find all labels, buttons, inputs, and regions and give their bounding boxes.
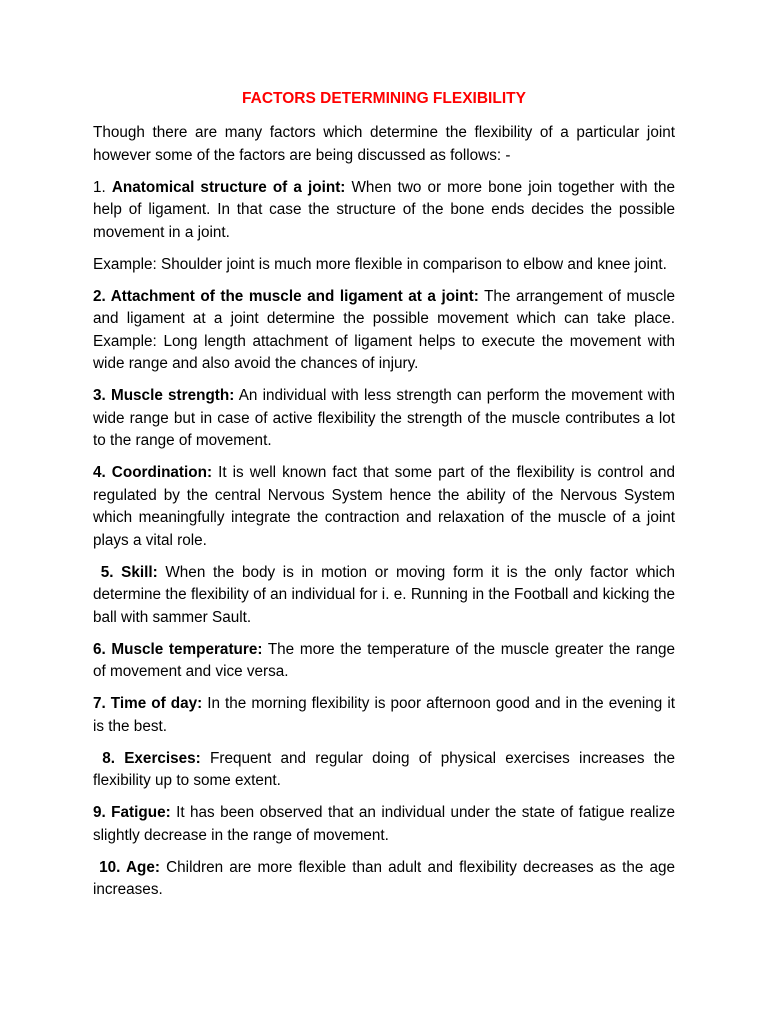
factor-heading: 7. Time of day:: [93, 695, 203, 712]
factor-text: Frequent and regular doing of physical exercises increases the flexibility up to some extent.: [93, 749, 676, 789]
factor-heading: 6. Muscle temperature:: [93, 640, 263, 658]
factor-text: The arrangement of muscle and ligament at a joint determine the possible movement which can take place. Example: Long length attachment of ligament helps to execute the movement with wide range and also avoid the chances of injury.: [93, 287, 675, 372]
factor-text: Example: Shoulder joint is much more flexible in comparison to elbow and knee joint.: [93, 255, 667, 273]
factor-text: In the morning flexibility is poor afternoon good and in the evening it is the best.: [93, 695, 675, 735]
factor-prefix: [93, 750, 102, 767]
factor-paragraph-6: [93, 639, 675, 684]
factor-heading: 9. Fatigue:: [93, 804, 171, 821]
factor-text: An individual with less strength can perform the movement with wide range but in case of active flexibility the strength of the muscle contributes a lot to the range of movement.: [93, 387, 675, 449]
factor-prefix: [93, 564, 101, 581]
factor-paragraph-4: [93, 462, 675, 552]
factor-text: Children are more flexible than adult and flexibility decreases as the age increases.: [93, 858, 675, 898]
factor-heading: Anatomical structure of a joint:: [111, 178, 346, 196]
factor-heading: 5. Skill:: [100, 563, 158, 581]
factor-heading: 2. Attachment of the muscle and ligament at a joint:: [93, 287, 479, 305]
factor-paragraph-7: [93, 693, 675, 738]
factor-text: When the body is in motion or moving form it is the only factor which determine the flexibility of an individual for i. e. Running in the Football and kicking the ball with sammer Sault.: [93, 563, 676, 626]
document-page: [93, 88, 675, 911]
factor-text: It is well known fact that some part of the flexibility is control and regulated by the central Nervous System hence the ability of the Nervous System which meaningfully integrate the contraction and relaxation of the muscle of a joint plays a vital role.: [93, 464, 675, 549]
factor-heading: 4. Coordination:: [93, 464, 213, 481]
example-paragraph: [93, 254, 675, 277]
factor-heading: 8. Exercises:: [102, 749, 201, 767]
factor-paragraph-9: [93, 802, 675, 847]
factor-paragraph-10: [93, 857, 675, 902]
factor-heading: 3. Muscle strength:: [93, 387, 235, 404]
factor-text: When two or more bone join together with the help of ligament. In that case the structure of the bone ends decides the possible movement in a joint.: [93, 178, 676, 241]
intro-paragraph: Though there are many factors which determine the flexibility of a particular joint however some of the factors are being discussed as follows: -: [93, 124, 675, 164]
factor-text: The more the temperature of the muscle greater the range of movement and vice versa.: [93, 640, 675, 680]
factor-paragraph-5: [93, 562, 675, 630]
document-title: FACTORS DETERMINING FLEXIBILITY: [242, 90, 526, 107]
factor-paragraph-1: [93, 177, 675, 245]
factor-prefix: 1.: [93, 178, 112, 196]
factor-text: It has been observed that an individual under the state of fatigue realize slightly decrease in the range of movement.: [93, 804, 675, 844]
factor-paragraph-2: [93, 286, 675, 376]
factor-paragraph-8: [93, 748, 675, 793]
factor-paragraph-3: [93, 385, 675, 453]
factor-heading: 10. Age:: [99, 858, 160, 876]
